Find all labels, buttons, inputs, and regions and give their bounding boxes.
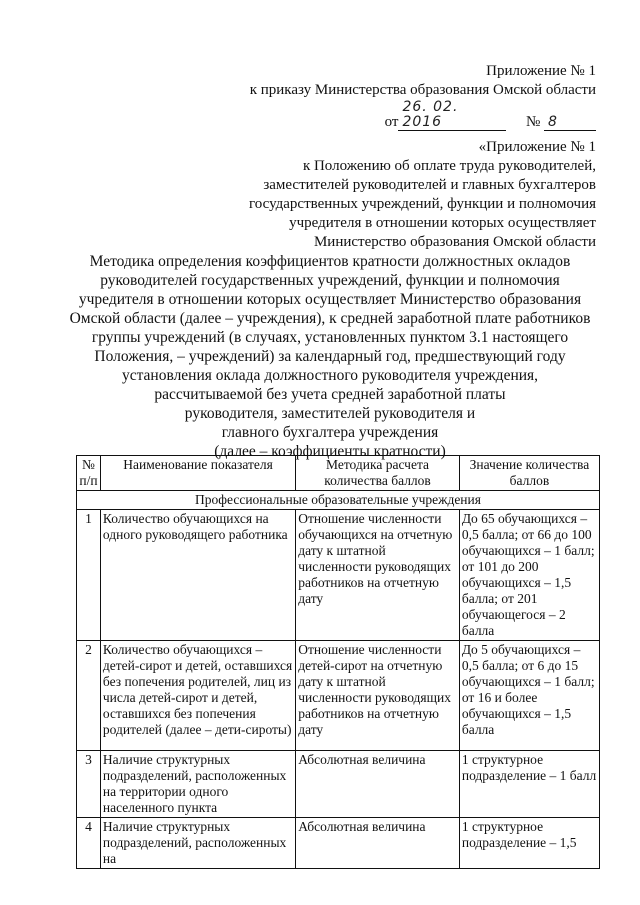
row-method: Абсолютная величина <box>296 818 460 869</box>
number-prefix: № <box>525 114 541 130</box>
quote-line: Министерство образования Омской области <box>313 234 596 250</box>
title-line: группы учреждений (в случаях, установленных пунктом 3.1 настоящего <box>91 329 569 346</box>
header-method: Методика расчета количества баллов <box>296 456 460 491</box>
row-indicator: Количество обучающихся на одного руководящего работника <box>100 510 295 641</box>
table-row <box>77 818 600 869</box>
quote-line: заместителей руководителей и главных бухгалтеров <box>263 177 596 193</box>
row-value: 1 структурное подразделение – 1 балл <box>459 751 599 818</box>
row-value: 1 структурное подразделение – 1,5 <box>459 818 599 869</box>
quote-line: к Положению об оплате труда руководителей, <box>302 158 596 174</box>
row-method: Отношение численности обучающихся на отчетную дату к штатной численности руководящих работников на отчетную дату <box>296 510 460 641</box>
quote-line: «Приложение № 1 <box>478 139 596 155</box>
section-title: Профессиональные образовательные учреждения <box>77 491 600 510</box>
header-num: № п/п <box>77 456 101 491</box>
table-row <box>77 641 600 751</box>
regulation-appendix-block <box>249 138 596 252</box>
title-line: Омской области (далее – учреждения), к средней заработной плате работников <box>69 310 591 327</box>
order-date-number-line <box>385 100 596 132</box>
appendix-title: Приложение № 1 <box>486 63 596 79</box>
appendix-order-ref: к приказу Министерства образования Омской области <box>249 82 596 98</box>
row-num: 2 <box>77 641 101 751</box>
row-num: 1 <box>77 510 101 641</box>
title-line: установления оклада должностного руководителя учреждения, <box>121 367 539 384</box>
header-indicator: Наименование показателя <box>100 456 295 491</box>
quote-line: государственных учреждений, функции и полномочия <box>248 196 596 212</box>
coefficients-table <box>76 455 600 869</box>
title-line: руководителей государственных учреждений, функции и полномочия <box>100 272 560 289</box>
header-value: Значение количества баллов <box>459 456 599 491</box>
title-line: учредителя в отношении которых осуществляет Министерство образования <box>78 291 582 308</box>
table-header-row <box>77 456 600 491</box>
row-indicator: Наличие структурных подразделений, расположенных на <box>100 818 295 869</box>
row-method: Абсолютная величина <box>296 751 460 818</box>
handwritten-number: 8 <box>544 115 596 131</box>
table-row <box>77 751 600 818</box>
method-title <box>60 252 600 461</box>
row-num: 4 <box>77 818 101 869</box>
appendix-header <box>250 62 596 132</box>
row-num: 3 <box>77 751 101 818</box>
row-value: До 65 обучающихся – 0,5 балла; от 66 до 100 обучающихся – 1 балл; от 101 до 200 обучающихся – 1,5 балла; от 201 обучающегося – 2 балла <box>459 510 599 641</box>
quote-line: учредителя в отношении которых осуществляет <box>289 215 596 231</box>
title-line: главного бухгалтера учреждения <box>221 424 439 441</box>
row-value: До 5 обучающихся – 0,5 балла; от 6 до 15 обучающихся – 1 балл; от 16 и более обучающихся – 1,5 балла <box>459 641 599 751</box>
date-prefix: от <box>384 114 399 130</box>
title-line: Методика определения коэффициентов кратности должностных окладов <box>89 253 571 270</box>
table-row <box>77 510 600 641</box>
section-row <box>77 491 600 510</box>
title-line: Положения, – учреждений) за календарный год, предшествующий году <box>94 348 566 365</box>
title-line: руководителя, заместителей руководителя и <box>184 405 476 422</box>
title-line: рассчитываемой без учета средней заработной платы <box>154 386 506 403</box>
row-method: Отношение численности детей-сирот на отчетную дату к штатной численности руководящих работников на отчетную дату <box>296 641 460 751</box>
handwritten-date: 26. 02. 2016 <box>398 100 506 131</box>
row-indicator: Количество обучающихся – детей-сирот и детей, оставшихся без попечения родителей, лиц из числа детей-сирот и детей, оставшихся без попечения родителей (далее – дети-сироты) <box>100 641 295 751</box>
title-line: (далее – коэффициенты кратности) <box>214 443 446 460</box>
row-indicator: Наличие структурных подразделений, расположенных на территории одного населенного пункта <box>100 751 295 818</box>
